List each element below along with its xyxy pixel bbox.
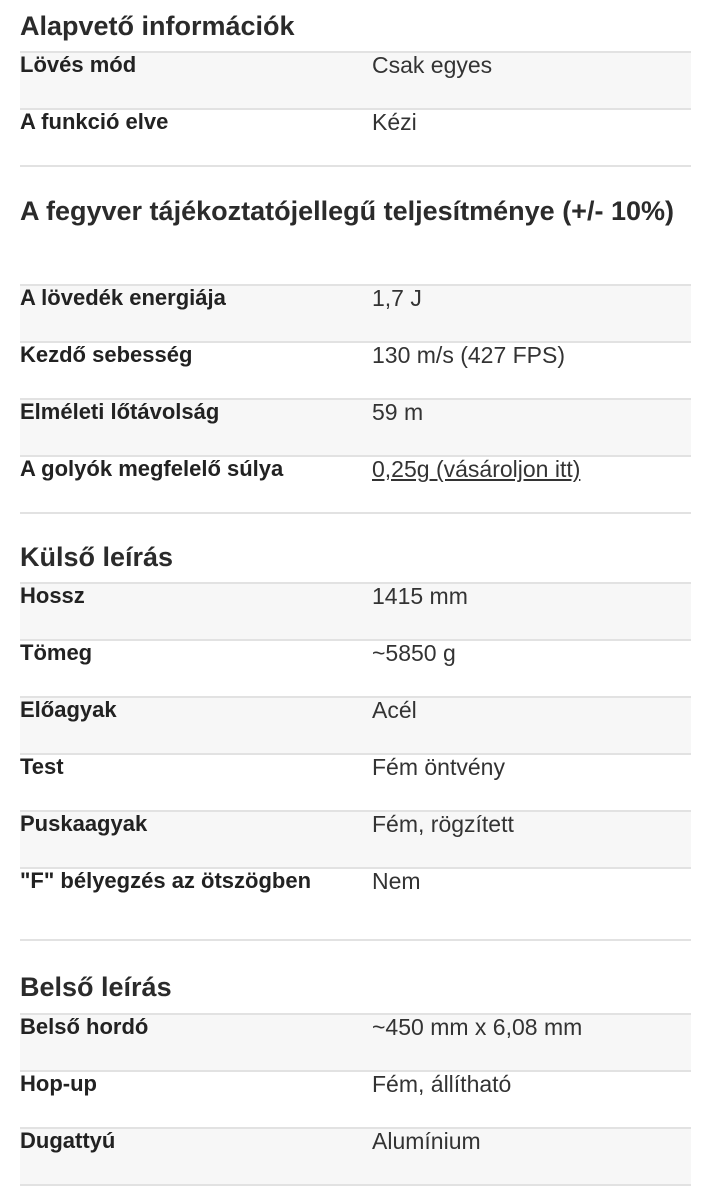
- spec-value: ~5850 g: [372, 640, 456, 666]
- section-title-internal: Belső leírás: [20, 972, 172, 1002]
- spec-table-performance: [20, 284, 691, 514]
- spec-key: Lövés mód: [20, 52, 372, 109]
- table-row: [20, 811, 691, 868]
- spec-value: 130 m/s (427 FPS): [372, 342, 566, 368]
- table-row: [20, 640, 691, 697]
- table-row: [20, 342, 691, 399]
- spec-value: Csak egyes: [372, 52, 691, 109]
- spec-value: Kézi: [372, 109, 417, 135]
- table-row: [20, 583, 691, 640]
- spec-key: Puskaagyak: [20, 811, 372, 868]
- table-row: [20, 754, 691, 811]
- spec-value: Acél: [372, 697, 691, 754]
- table-row: [20, 52, 691, 109]
- table-row: [20, 285, 691, 342]
- spec-table-internal: [20, 1013, 691, 1186]
- spec-key: Belső hordó: [20, 1014, 372, 1071]
- spec-key: Tömeg: [20, 640, 93, 665]
- spec-key: A golyók megfelelő súlya: [20, 456, 284, 481]
- spec-value: Fém öntvény: [372, 754, 505, 780]
- table-row: [20, 1128, 691, 1185]
- spec-value: Alumínium: [372, 1128, 691, 1185]
- spec-key: A funkció elve: [20, 109, 169, 134]
- table-row: [20, 109, 691, 166]
- spec-value: 1415 mm: [372, 583, 691, 640]
- spec-key: Kezdő sebesség: [20, 342, 193, 367]
- table-row: [20, 456, 691, 513]
- spec-value: Fém, rögzített: [372, 811, 691, 868]
- section-title-performance: A fegyver tájékoztatójellegű teljesítménye (+/- 10%): [20, 196, 674, 226]
- spec-value: Fém, állítható: [372, 1071, 512, 1097]
- spec-key: "F" bélyegzés az ötszögben: [20, 868, 312, 893]
- table-row: [20, 868, 691, 940]
- spec-key: A lövedék energiája: [20, 285, 372, 342]
- spec-key: Dugattyú: [20, 1128, 372, 1185]
- table-row: [20, 1014, 691, 1071]
- spec-value: 1,7 J: [372, 285, 691, 342]
- spec-key: Előagyak: [20, 697, 372, 754]
- spec-value: [372, 456, 691, 513]
- spec-key: Elméleti lőtávolság: [20, 399, 372, 456]
- table-row: [20, 697, 691, 754]
- table-row: [20, 399, 691, 456]
- spec-table-basic-info: [20, 51, 691, 167]
- spec-value: ~450 mm x 6,08 mm: [372, 1014, 691, 1071]
- buy-bb-link[interactable]: 0,25g (vásároljon itt): [372, 456, 581, 482]
- spec-value: 59 m: [372, 399, 691, 456]
- spec-key: Test: [20, 754, 64, 779]
- spec-key: Hossz: [20, 583, 372, 640]
- spec-key: Hop-up: [20, 1071, 97, 1096]
- section-title-basic-info: Alapvető információk: [20, 11, 295, 41]
- table-row: [20, 1071, 691, 1128]
- spec-table-external: [20, 582, 691, 941]
- spec-value: Nem: [372, 868, 421, 894]
- section-title-external: Külső leírás: [20, 542, 174, 572]
